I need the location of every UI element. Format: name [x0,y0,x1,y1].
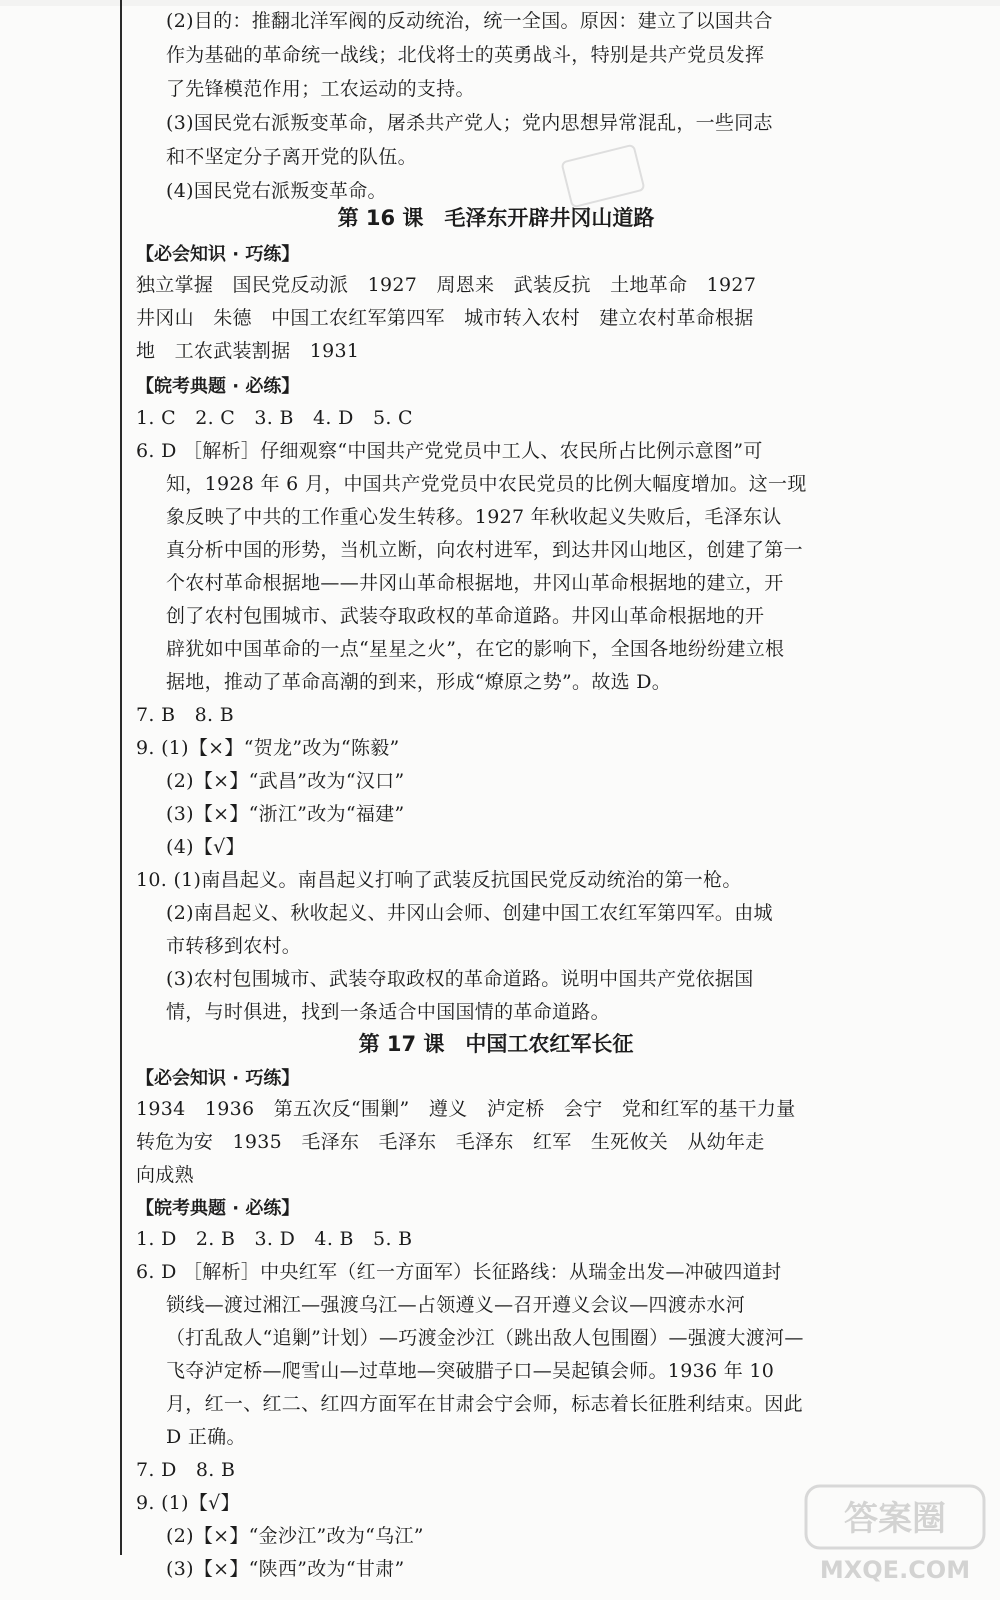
answer-line: 6. D ［解析］仔细观察“中国共产党党员中工人、农民所占比例示意图”可 [136,440,763,462]
text-line: (4)国民党右派叛变革命。 [166,180,387,202]
section-label-knowledge: 【必会知识 · 巧练】 [136,1068,300,1089]
answer-line: 情，与时俱进，找到一条适合中国国情的革命道路。 [166,1001,610,1023]
answer-line: 个农村革命根据地——井冈山革命根据地，井冈山革命根据地的建立，开 [166,572,784,594]
section-label-knowledge: 【必会知识 · 巧练】 [136,244,300,265]
answer-line: （打乱敌人“追剿”计划）—巧渡金沙江（跳出敌人包围圈）—强渡大渡河— [166,1327,804,1349]
text-line: (3)国民党右派叛变革命，屠杀共产党人；党内思想异常混乱，一些同志 [166,112,773,134]
text-line: 了先锋模范作用；工农运动的支持。 [166,78,475,100]
answer-line: 9. (1)【√】 [136,1492,240,1514]
text-line: 地 工农武装割据 1931 [136,340,360,362]
answer-line: 创了农村包围城市、武装夺取政权的革命道路。井冈山革命根据地的开 [166,605,765,627]
section-label-exam: 【皖考典题 · 必练】 [136,376,300,397]
answer-line: 7. D 8. B [136,1459,236,1481]
answer-line: 锁线—渡过湘江—强渡乌江—占领遵义—召开遵义会议—四渡赤水河 [166,1294,746,1316]
text-line: 作为基础的革命统一战线；北伐将士的英勇战斗，特别是共产党员发挥 [166,44,765,66]
answer-line: 据地，推动了革命高潮的到来，形成“燎原之势”。故选 D。 [166,671,672,693]
lesson16-title: 第 16 课 毛泽东开辟井冈山道路 [337,206,655,230]
answer-line: 月，红一、红二、红四方面军在甘肃会宁会师，标志着长征胜利结束。因此 [166,1393,803,1415]
answer-line: 1. D 2. B 3. D 4. B 5. B [136,1228,413,1250]
answer-line: D 正确。 [166,1426,246,1448]
answer-line: 9. (1)【×】“贺龙”改为“陈毅” [136,737,400,759]
left-margin-rule [120,0,122,1555]
answer-line: (2)【×】“金沙江”改为“乌江” [166,1525,424,1547]
text-line: (2)目的：推翻北洋军阀的反动统治，统一全国。原因：建立了以国共合 [166,10,773,32]
answer-line: (2)【×】“武昌”改为“汉口” [166,770,405,792]
answer-line: (3)农村包围城市、武装夺取政权的革命道路。说明中国共产党依据国 [166,968,754,990]
answer-line: 象反映了中共的工作重心发生转移。1927 年秋收起义失败后，毛泽东认 [166,506,782,528]
text-line: 转危为安 1935 毛泽东 毛泽东 毛泽东 红军 生死攸关 从幼年走 [136,1131,765,1153]
text-line: 1934 1936 第五次反“围剿” 遵义 泸定桥 会宁 党和红军的基干力量 [136,1098,796,1120]
answer-line: (4)【√】 [166,836,245,858]
answer-line: 10. (1)南昌起义。南昌起义打响了武装反抗国民党反动统治的第一枪。 [136,869,742,891]
text-line: 独立掌握 国民党反动派 1927 周恩来 武装反抗 土地革命 1927 [136,274,757,296]
answer-line: 1. C 2. C 3. B 4. D 5. C [136,407,413,429]
answer-line: 辟犹如中国革命的一点“星星之火”，在它的影响下，全国各地纷纷建立根 [166,638,785,660]
watermark-logo [800,1480,990,1590]
answer-line: 知，1928 年 6 月，中国共产党党员中农民党员的比例大幅度增加。这一现 [166,473,807,495]
answer-line: 6. D ［解析］中央红军（红一方面军）长征路线：从瑞金出发—冲破四道封 [136,1261,782,1283]
lesson17-title: 第 17 课 中国工农红军长征 [358,1032,634,1056]
answer-line: 7. B 8. B [136,704,234,726]
section-label-exam: 【皖考典题 · 必练】 [136,1198,300,1219]
text-line: 向成熟 [136,1164,194,1186]
watermark-url-text: MXQE.COM [819,1556,971,1584]
text-line: 井冈山 朱德 中国工农红军第四军 城市转入农村 建立农村革命根据 [136,307,754,329]
answer-line: 真分析中国的形势，当机立断，向农村进军，到达井冈山地区，创建了第一 [166,539,803,561]
answer-line: 飞夺泸定桥—爬雪山—过草地—突破腊子口—吴起镇会师。1936 年 10 [166,1360,775,1382]
text-line: 和不坚定分子离开党的队伍。 [166,146,417,168]
watermark-logo-text: 答案圈 [844,1499,946,1539]
answer-line: (2)南昌起义、秋收起义、井冈山会师、创建中国工农红军第四军。由城 [166,902,773,924]
answer-line: (3)【×】“浙江”改为“福建” [166,803,405,825]
answer-line: 市转移到农村。 [166,935,302,957]
answer-line: (3)【×】“陕西”改为“甘肃” [166,1558,405,1580]
